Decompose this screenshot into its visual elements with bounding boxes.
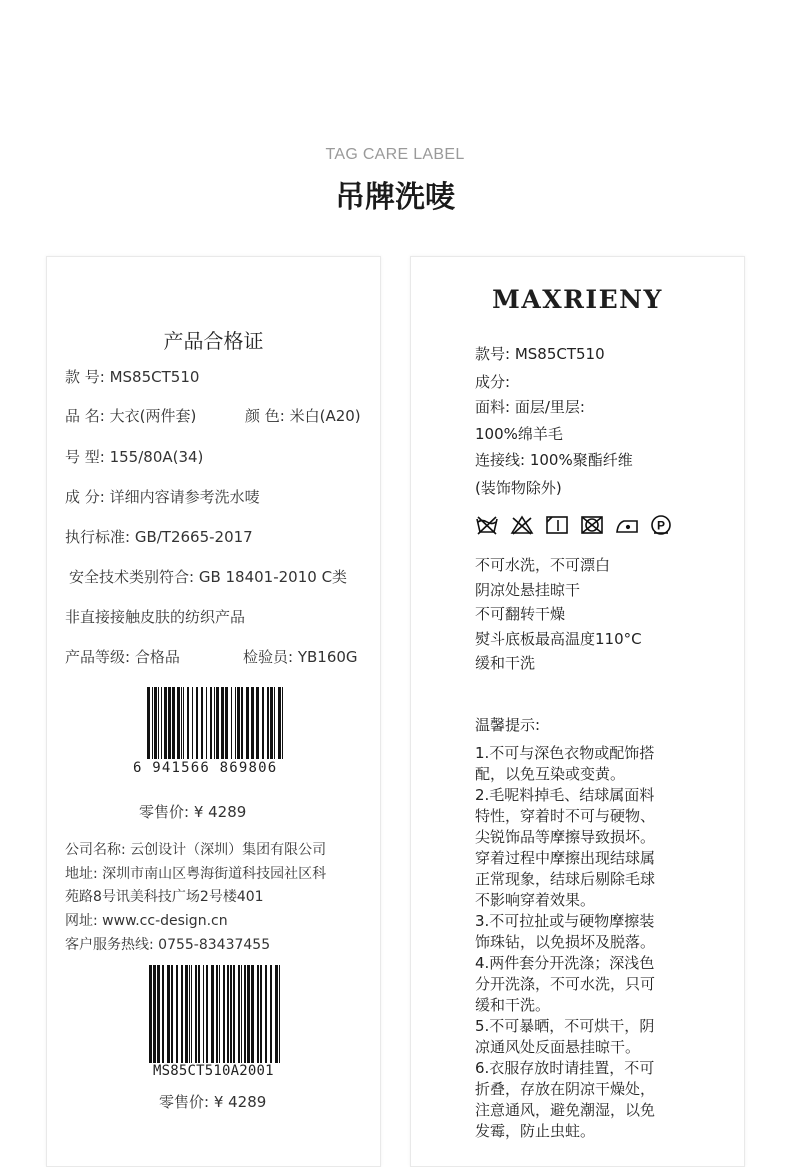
contact-type: 非直接接触皮肤的纺织产品: [65, 608, 246, 626]
tip-line: 正常现象，结球后剔除毛球: [475, 870, 656, 888]
tip-line: 发霉，防止虫蛀。: [475, 1122, 596, 1140]
tip-line: 4.两件套分开洗涤；深浅色: [475, 954, 655, 972]
certificate-title: 产品合格证: [163, 329, 264, 353]
barcode-ean: [147, 687, 283, 759]
company-website: 网址: www.cc-design.cn: [65, 913, 228, 929]
tip-line: 缓和干洗。: [475, 996, 551, 1014]
barcode-code128-number: MS85CT510A2001: [153, 1063, 274, 1079]
fabric-line: 面料: 面层/里层:: [475, 398, 585, 416]
tip-line: 5.不可暴晒，不可烘干，阴: [475, 1017, 655, 1035]
tip-line: 1.不可与深色衣物或配饰搭: [475, 744, 655, 762]
tip-line: 2.毛呢料掉毛、结球属面料: [475, 786, 655, 804]
product-grade: 产品等级: 合格品: [65, 648, 180, 666]
tip-line: 配，以免互染或变黄。: [475, 765, 626, 783]
tip-line: 分开洗涤，不可水洗，只可: [475, 975, 656, 993]
retail-price-2: 零售价: ¥ 4289: [159, 1093, 267, 1111]
decoration-note: (装饰物除外): [475, 479, 562, 497]
line-dry-shade-icon: [547, 517, 567, 533]
customer-hotline: 客户服务热线: 0755-83437455: [65, 937, 271, 953]
header-subtitle: TAG CARE LABEL: [325, 146, 465, 163]
safety-category: 安全技术类别符合: GB 18401-2010 C类: [69, 568, 348, 586]
iron-110-icon: [617, 521, 637, 532]
connector-thread: 连接线: 100%聚酯纤维: [475, 451, 633, 469]
composition: 成 分: 详细内容请参考洗水唛: [65, 488, 260, 506]
dry-clean-p-icon: [652, 516, 670, 534]
fabric-wool: 100%绵羊毛: [475, 425, 563, 443]
tip-line: 穿着过程中摩擦出现结球属: [475, 849, 656, 867]
svg-text:P: P: [656, 518, 666, 533]
care-label-card: [410, 256, 745, 1167]
barcode-code128: [149, 965, 281, 1063]
tip-line: 特性，穿着时不可与硬物、: [475, 807, 656, 825]
no-tumble-dry-icon: [582, 517, 602, 533]
care-text-5: 缓和干洗: [475, 654, 536, 672]
company-address-2: 苑路8号讯美科技广场2号楼401: [65, 889, 264, 905]
tip-line: 凉通风处反面悬挂晾干。: [475, 1038, 641, 1056]
no-wash-icon: [477, 517, 497, 534]
composition-heading: 成分:: [475, 373, 511, 391]
retail-price: 零售价: ¥ 4289: [139, 803, 247, 821]
tip-line: 不影响穿着效果。: [475, 891, 596, 909]
tip-line: 注意通风，避免潮湿，以免: [475, 1101, 656, 1119]
header-title: 吊牌洗唛: [335, 180, 455, 215]
tip-line: 6.衣服存放时请挂置，不可: [475, 1059, 655, 1077]
company-name: 公司名称: 云创设计（深圳）集团有限公司: [65, 842, 327, 858]
tip-line: 尖锐饰品等摩擦导致损坏。: [475, 828, 656, 846]
size-spec: 号 型: 155/80A(34): [65, 448, 204, 466]
no-bleach-icon: [512, 517, 532, 534]
inspector: 检验员: YB160G: [243, 648, 358, 666]
certificate-card: [46, 256, 381, 1167]
product-color: 颜 色: 米白(A20): [245, 407, 361, 425]
style-number: 款 号: MS85CT510: [65, 368, 200, 386]
style-number-right: 款号: MS85CT510: [475, 345, 605, 363]
care-text-2: 阴凉处悬挂晾干: [475, 581, 581, 599]
tip-line: 3.不可拉扯或与硬物摩擦装: [475, 912, 655, 930]
tip-line: 折叠，存放在阴凉干燥处，: [475, 1080, 656, 1098]
care-text-4: 熨斗底板最高温度110°C: [475, 630, 642, 648]
care-text-1: 不可水洗，不可漂白: [475, 556, 611, 574]
tip-line: 饰珠钻，以免损坏及脱落。: [475, 933, 656, 951]
care-text-3: 不可翻转干燥: [475, 605, 566, 623]
standard: 执行标准: GB/T2665-2017: [65, 528, 253, 546]
barcode-ean-number: 6 941566 869806: [133, 760, 278, 776]
product-name: 品 名: 大衣(两件套): [65, 407, 197, 425]
company-address: 地址: 深圳市南山区粤海街道科技园社区科: [65, 866, 327, 882]
brand-logo: MAXRIENY: [492, 285, 663, 314]
care-symbols: [475, 515, 675, 537]
tips-title: 温馨提示:: [475, 716, 541, 734]
